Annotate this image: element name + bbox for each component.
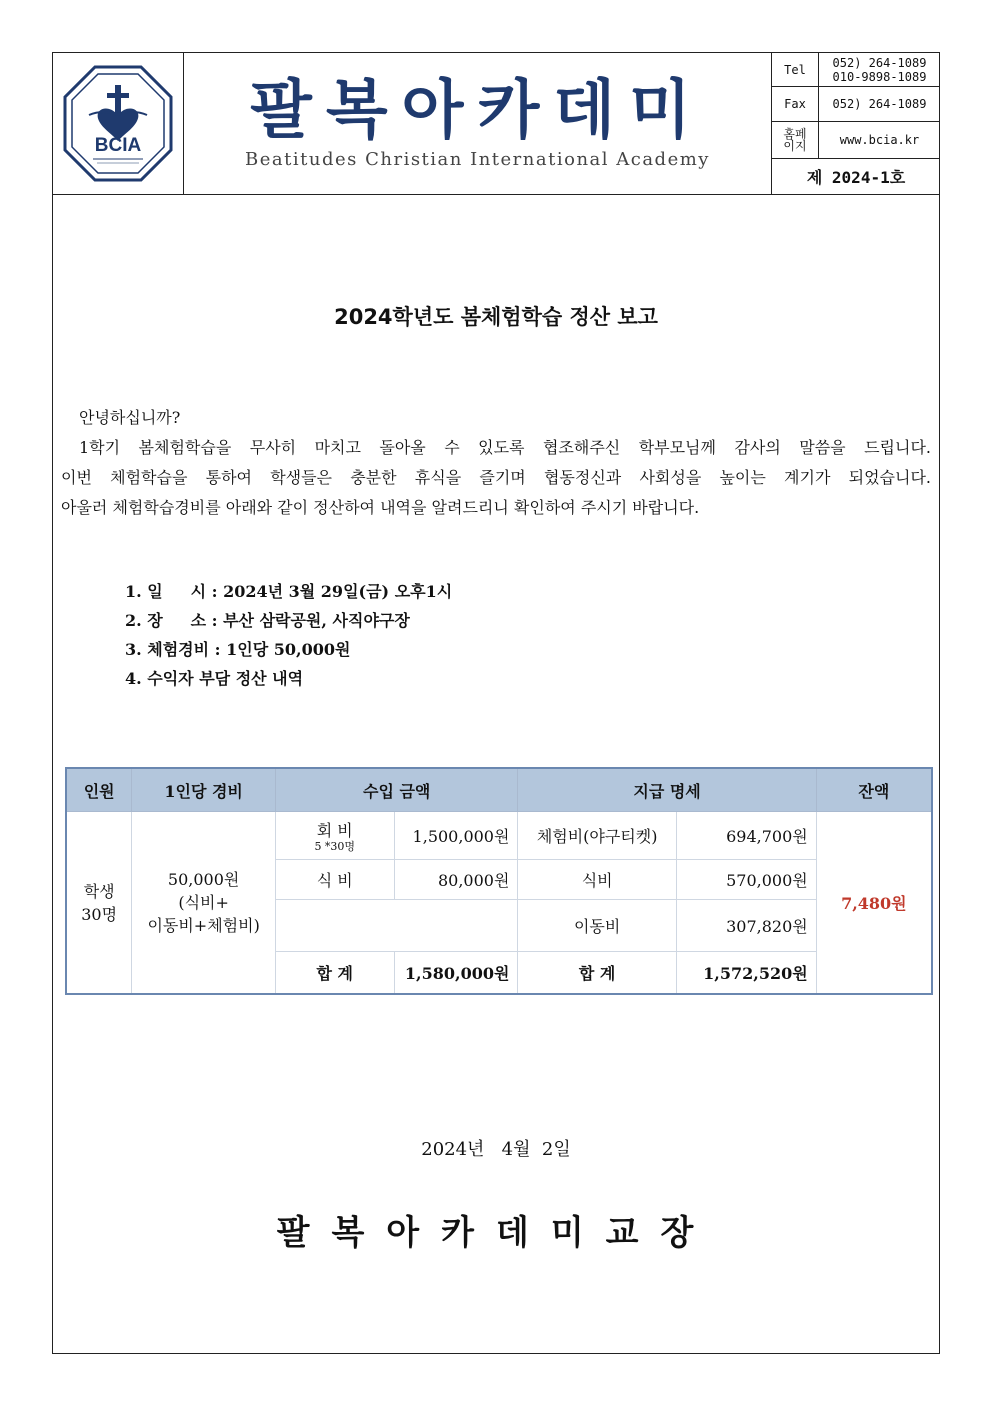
- income-label-food: 식 비: [275, 860, 394, 900]
- tel-label: Tel: [772, 53, 819, 86]
- contact-box: [771, 53, 940, 194]
- per-person-cell: [132, 812, 276, 994]
- intro-line-2: 이번 체험학습을 통하여 학생들은 충분한 휴식을 즐기며 협동정신과 사회성을 높이는 계기가 되었습니다.: [61, 468, 931, 487]
- expense-label-transport: 이동비: [518, 900, 676, 952]
- document-title: 2024학년도 봄체험학습 정산 보고: [334, 305, 658, 329]
- people-line-2: 30명: [81, 905, 118, 925]
- expense-amount-food: 570,000원: [676, 860, 816, 900]
- header-people: 인원: [66, 768, 132, 812]
- fax-row: [772, 87, 940, 122]
- detail-item-settlement: 4. 수익자 부담 정산 내역: [125, 669, 304, 688]
- fax-label: Fax: [772, 87, 819, 121]
- detail-item-date: 1. 일 시 : 2024년 3월 29일(금) 오후1시: [125, 582, 453, 601]
- brand-cell: [184, 53, 771, 194]
- detail-item-cost: 3. 체험경비 : 1인당 50,000원: [125, 640, 351, 659]
- people-cell: [66, 812, 132, 994]
- tel-values: [819, 53, 940, 86]
- signature: 팔복아카데미교장: [276, 1213, 716, 1253]
- per-person-line-2: (식비+: [178, 892, 229, 912]
- brand-subtitle: Beatitudes Christian International Academy: [245, 149, 710, 170]
- web-label-2: 이지: [783, 139, 807, 153]
- income-label-cell: [275, 812, 394, 860]
- table-header-row: [66, 768, 932, 812]
- income-total: 1,580,000원: [394, 952, 518, 994]
- expense-total: 1,572,520원: [676, 952, 816, 994]
- intro-text: [61, 403, 931, 523]
- income-label-fee: 회 비: [316, 821, 353, 840]
- table-row: [66, 812, 932, 860]
- report-date: 2024년 4월 2일: [421, 1139, 571, 1160]
- balance-cell: 7,480원: [816, 812, 932, 994]
- income-amount-fee: 1,500,000원: [394, 812, 518, 860]
- header-income: 수입 금액: [275, 768, 517, 812]
- settlement-table: [65, 767, 933, 995]
- per-person-line-1: 50,000원: [167, 869, 240, 889]
- intro-line-1: 1학기 봄체험학습을 무사히 마치고 돌아올 수 있도록 협조해주신 학부모님께 감사의 말씀을 드립니다.: [79, 438, 931, 457]
- bcia-logo: [53, 53, 183, 194]
- logo-cell: [53, 53, 184, 194]
- greeting: 안녕하십니까?: [79, 408, 181, 427]
- letterhead: [53, 53, 939, 195]
- income-total-label: 합 계: [275, 952, 394, 994]
- tel-row: [772, 53, 940, 87]
- doc-number: 제 2024-1호: [806, 168, 906, 187]
- income-note-fee: 5 *30명: [314, 840, 356, 853]
- expense-amount-transport: 307,820원: [676, 900, 816, 952]
- tel-number-1: 052) 264-1089: [832, 55, 927, 70]
- expense-total-label: 합 계: [518, 952, 676, 994]
- per-person-line-3: 이동비+체험비): [147, 915, 260, 935]
- fax-number: 052) 264-1089: [832, 97, 927, 111]
- header-expense: 지급 명세: [518, 768, 816, 812]
- web-label-1: 홈페: [783, 127, 807, 141]
- header-balance: 잔액: [816, 768, 932, 812]
- logo-text: BCIA: [94, 135, 142, 156]
- document-page: [52, 52, 940, 1354]
- expense-label-food: 식비: [518, 860, 676, 900]
- expense-amount-ticket: 694,700원: [676, 812, 816, 860]
- people-line-1: 학생: [83, 882, 115, 902]
- detail-item-place: 2. 장 소 : 부산 삼락공원, 사직야구장: [125, 611, 410, 630]
- brand-name: 팔복아카데미: [250, 74, 705, 148]
- intro-line-3: 아울러 체험학습경비를 아래와 같이 정산하여 내역을 알려드리니 확인하여 주시기 바랍니다.: [61, 498, 700, 517]
- income-amount-food: 80,000원: [394, 860, 518, 900]
- expense-label-ticket: 체험비(야구티켓): [518, 812, 676, 860]
- web-row: [772, 122, 940, 159]
- income-empty-cell: [275, 900, 517, 952]
- web-label: [772, 122, 819, 158]
- web-url: www.bcia.kr: [839, 133, 920, 147]
- header-per-person: 1인당 경비: [132, 768, 276, 812]
- tel-number-2: 010-9898-1089: [832, 69, 927, 84]
- detail-list: [125, 577, 452, 693]
